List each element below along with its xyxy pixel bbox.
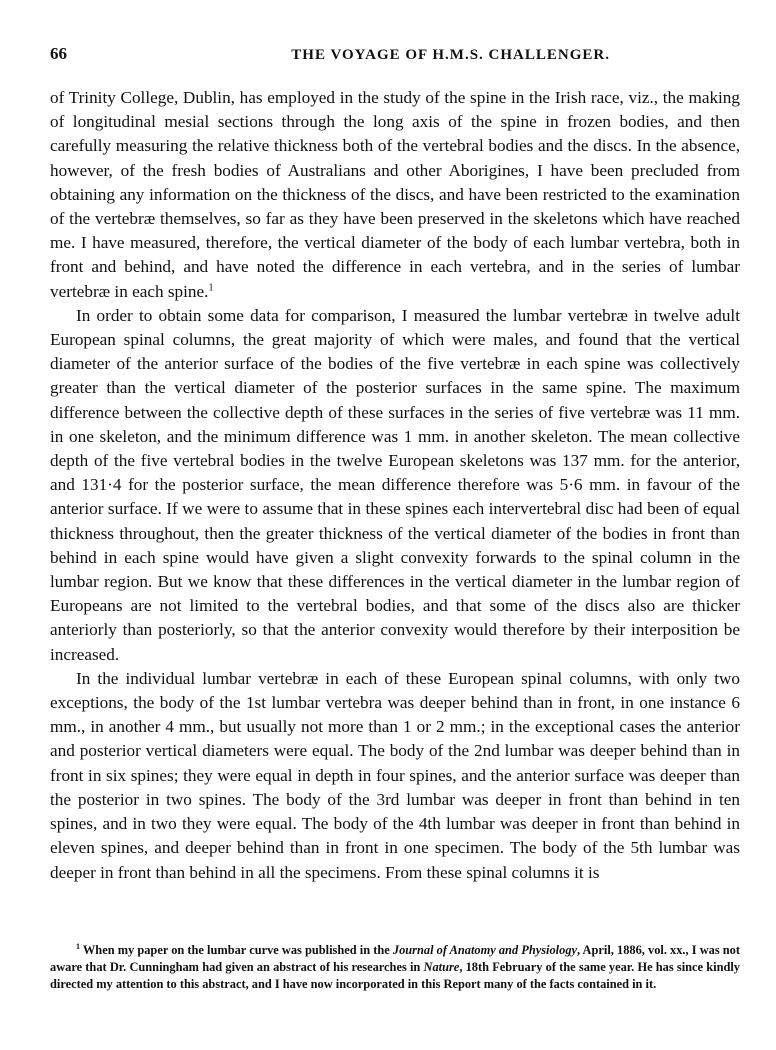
- footnote-text: , 18th February of the same year. He has since kindly directed my attention to this abstract, and I have now incorporated in this Report many of the facts contained in it.: [50, 960, 740, 991]
- footnote-marker: 1: [76, 941, 80, 951]
- paragraph-text: of Trinity College, Dublin, has employed in the study of the spine in the Irish race, viz., the making of longitudinal mesial sections through the long axis of the spine in frozen bodies, and then carefully measuring the relative thickness both of the vertebral bodies and the discs. In the absence, however, of the fresh bodies of Australians and other Aborigines, I have been precluded from obtaining any information on the thickness of the discs, and have been restricted to the examination of the vertebræ themselves, so far as they have been preserved in the skeletons which have reached me. I have measured, therefore, the vertical diameter of the body of each lumbar vertebra, both in front and behind, and have noted the difference in each vertebra, and in the series of lumbar vertebræ in each spine.: [50, 88, 740, 301]
- journal-title: Nature: [423, 960, 460, 974]
- paragraph: [50, 667, 740, 885]
- page-number: 66: [50, 44, 67, 63]
- running-title: THE VOYAGE OF H.M.S. CHALLENGER.: [291, 47, 610, 63]
- journal-title: Journal of Anatomy and Physiology: [392, 943, 578, 957]
- footnote-text: , April, 1886, vol. xx., I was not aware that Dr. Cunningham had given an abstract of his researches in: [50, 943, 740, 974]
- paragraph: [50, 304, 740, 667]
- footnote-text: When my paper on the lumbar curve was published in the: [82, 943, 393, 957]
- paragraph-text: In order to obtain some data for comparison, I measured the lumbar vertebræ in twelve adult European spinal columns, the great majority of which were males, and found that the vertical diameter of the anterior surface of the bodies of the five vertebræ in each spine was collectively greater than the vertical diameter of the posterior surfaces in the same spine. The maximum difference between the collective depth of these surfaces in the series of five vertebræ was 11 mm. in one skeleton, and the minimum difference was 1 mm. in another skeleton. The mean collective depth of the five vertebral bodies in the twelve European skeletons was 137 mm. for the anterior, and 131·4 for the posterior surface, the mean difference therefore was 5·6 mm. in favour of the anterior surface. If we were to assume that in these spines each intervertebral disc had been of equal thickness throughout, then the greater thickness of the vertical diameter of the bodies in front than behind in each spine would have given a slight convexity forwards to the spinal column in the lumbar region. But we know that these differences in the vertical diameter in the lumbar region of Europeans are not limited to the vertebral bodies, and that some of the discs also are thicker anteriorly than posteriorly, so that the anterior convexity would therefore by their interposition be increased.: [50, 305, 740, 664]
- page-header: [50, 44, 740, 64]
- body-text: [50, 86, 740, 885]
- paragraph: [50, 86, 740, 304]
- footnote: [50, 942, 740, 993]
- footnote-reference: 1: [208, 281, 214, 293]
- paragraph-text: In the individual lumbar vertebræ in each of these European spinal columns, with only two exceptions, the body of the 1st lumbar vertebra was deeper behind than in front, in one instance 6 mm., in another 4 mm., but usually not more than 1 or 2 mm.; in the exceptional cases the anterior and posterior vertical diameters were equal. The body of the 2nd lumbar was deeper behind than in front in six spines; they were equal in depth in four spines, and the anterior surface was deeper than the posterior in two spines. The body of the 3rd lumbar was deeper in front than behind in ten spines, and in two they were equal. The body of the 4th lumbar was deeper in front than behind in eleven spines, and deeper behind than in front in one specimen. The body of the 5th lumbar was deeper in front than behind in all the specimens. From these spinal columns it is: [50, 668, 740, 882]
